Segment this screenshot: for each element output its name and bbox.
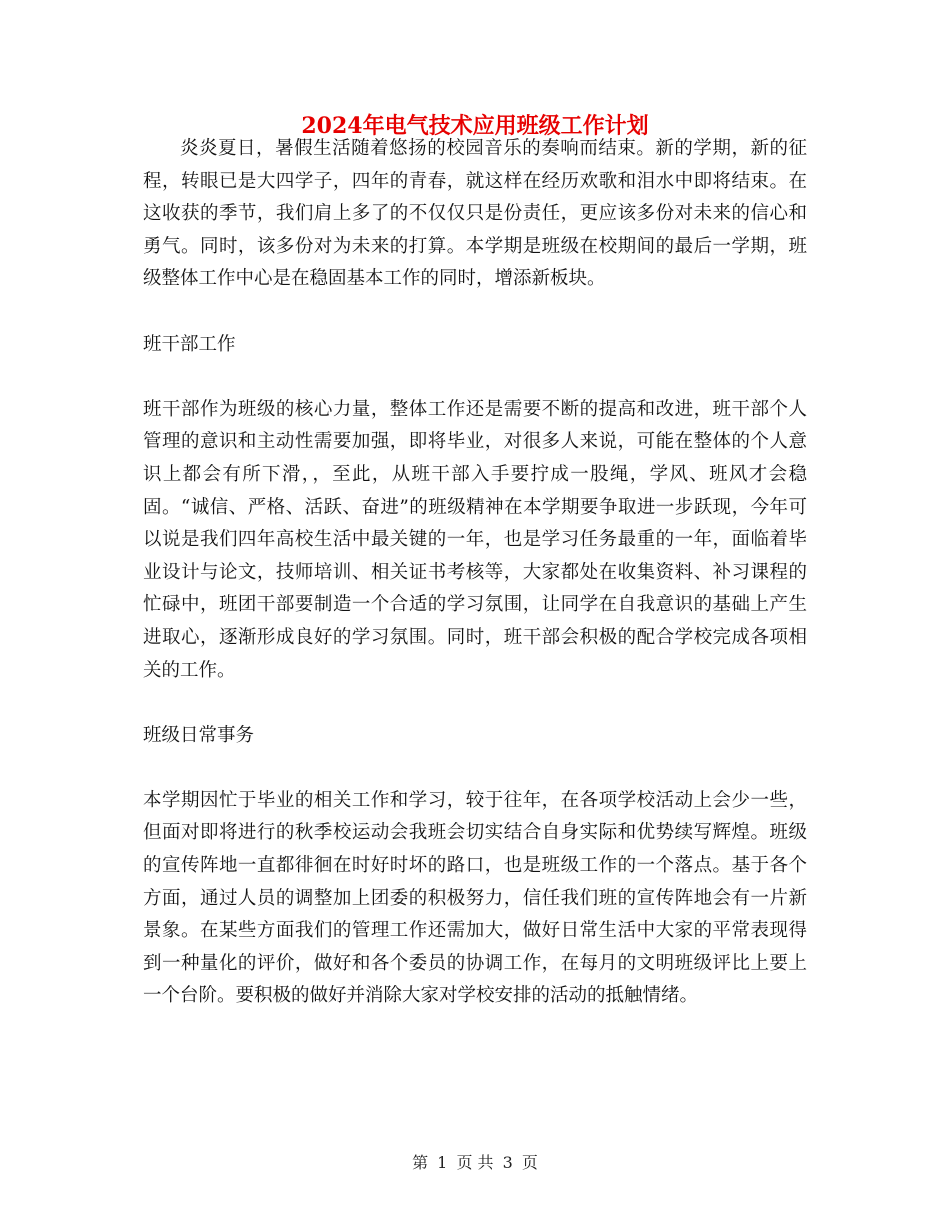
footer-suffix: 页 (521, 1153, 538, 1172)
section-heading-daily-affairs: 班级日常事务 (143, 724, 255, 746)
paragraph-gap (143, 752, 807, 785)
paragraph-gap (143, 296, 807, 329)
document-title: 2024年电气技术应用班级工作计划 (301, 113, 649, 139)
document-body (143, 133, 807, 1013)
footer-total-pages: 3 (502, 1153, 513, 1172)
section-heading-class-cadres: 班干部工作 (143, 333, 236, 355)
intro-paragraph: 炎炎夏日，暑假生活随着悠扬的校园音乐的奏响而结束。新的学期，新的征程，转眼已是大四学子，四年的青春，就这样在经历欢歌和泪水中即将结束。在这收获的季节，我们肩上多了的不仅仅只是份责任，更应该多份对未来的信心和勇气。同时，该多份对为未来的打算。本学期是班级在校期间的最后一学期，班级整体工作中心是在稳固基本工作的同时，增添新板块。 (143, 138, 807, 290)
footer-prefix: 第 (412, 1153, 429, 1172)
paragraph-gap (143, 687, 807, 720)
section-body-class-cadres: 班干部作为班级的核心力量，整体工作还是需要不断的提高和改进，班干部个人管理的意识和主动性需要加强，即将毕业，对很多人来说，可能在整体的个人意识上都会有所下滑，，至此，从班干部入手要拧成一股绳，学风、班风才会稳固。“诚信、严格、活跃、奋进”的班级精神在本学期要争取进一步跃现，今年可以说是我们四年高校生活中最关键的一年，也是学习任务最重的一年，面临着毕业设计与论文，技师培训、相关证书考核等，大家都处在收集资料、补习课程的忙碌中，班团干部要制造一个合适的学习氛围，让同学在自我意识的基础上产生进取心，逐渐形成良好的学习氛围。同时，班干部会积极的配合学校完成各项相关的工作。 (143, 398, 807, 681)
section-body-daily-affairs: 本学期因忙于毕业的相关工作和学习，较于往年，在各项学校活动上会少一些，但面对即将进行的秋季校运动会我班会切实结合自身实际和优势续写辉煌。班级的宣传阵地一直都徘徊在时好时坏的路口，也是班级工作的一个落点。基于各个方面，通过人员的调整加上团委的积极努力，信任我们班的宣传阵地会有一片新景象。在某些方面我们的管理工作还需加大，做好日常生活中大家的平常表现得到一种量化的评价，做好和各个委员的协调工作，在每月的文明班级评比上要上一个台阶。要积极的做好并消除大家对学校安排的活动的抵触情绪。 (143, 789, 807, 1007)
footer-middle: 页 共 (456, 1153, 494, 1172)
page-footer (0, 1151, 950, 1175)
footer-page-number: 1 (437, 1153, 448, 1172)
paragraph-gap (143, 361, 807, 394)
